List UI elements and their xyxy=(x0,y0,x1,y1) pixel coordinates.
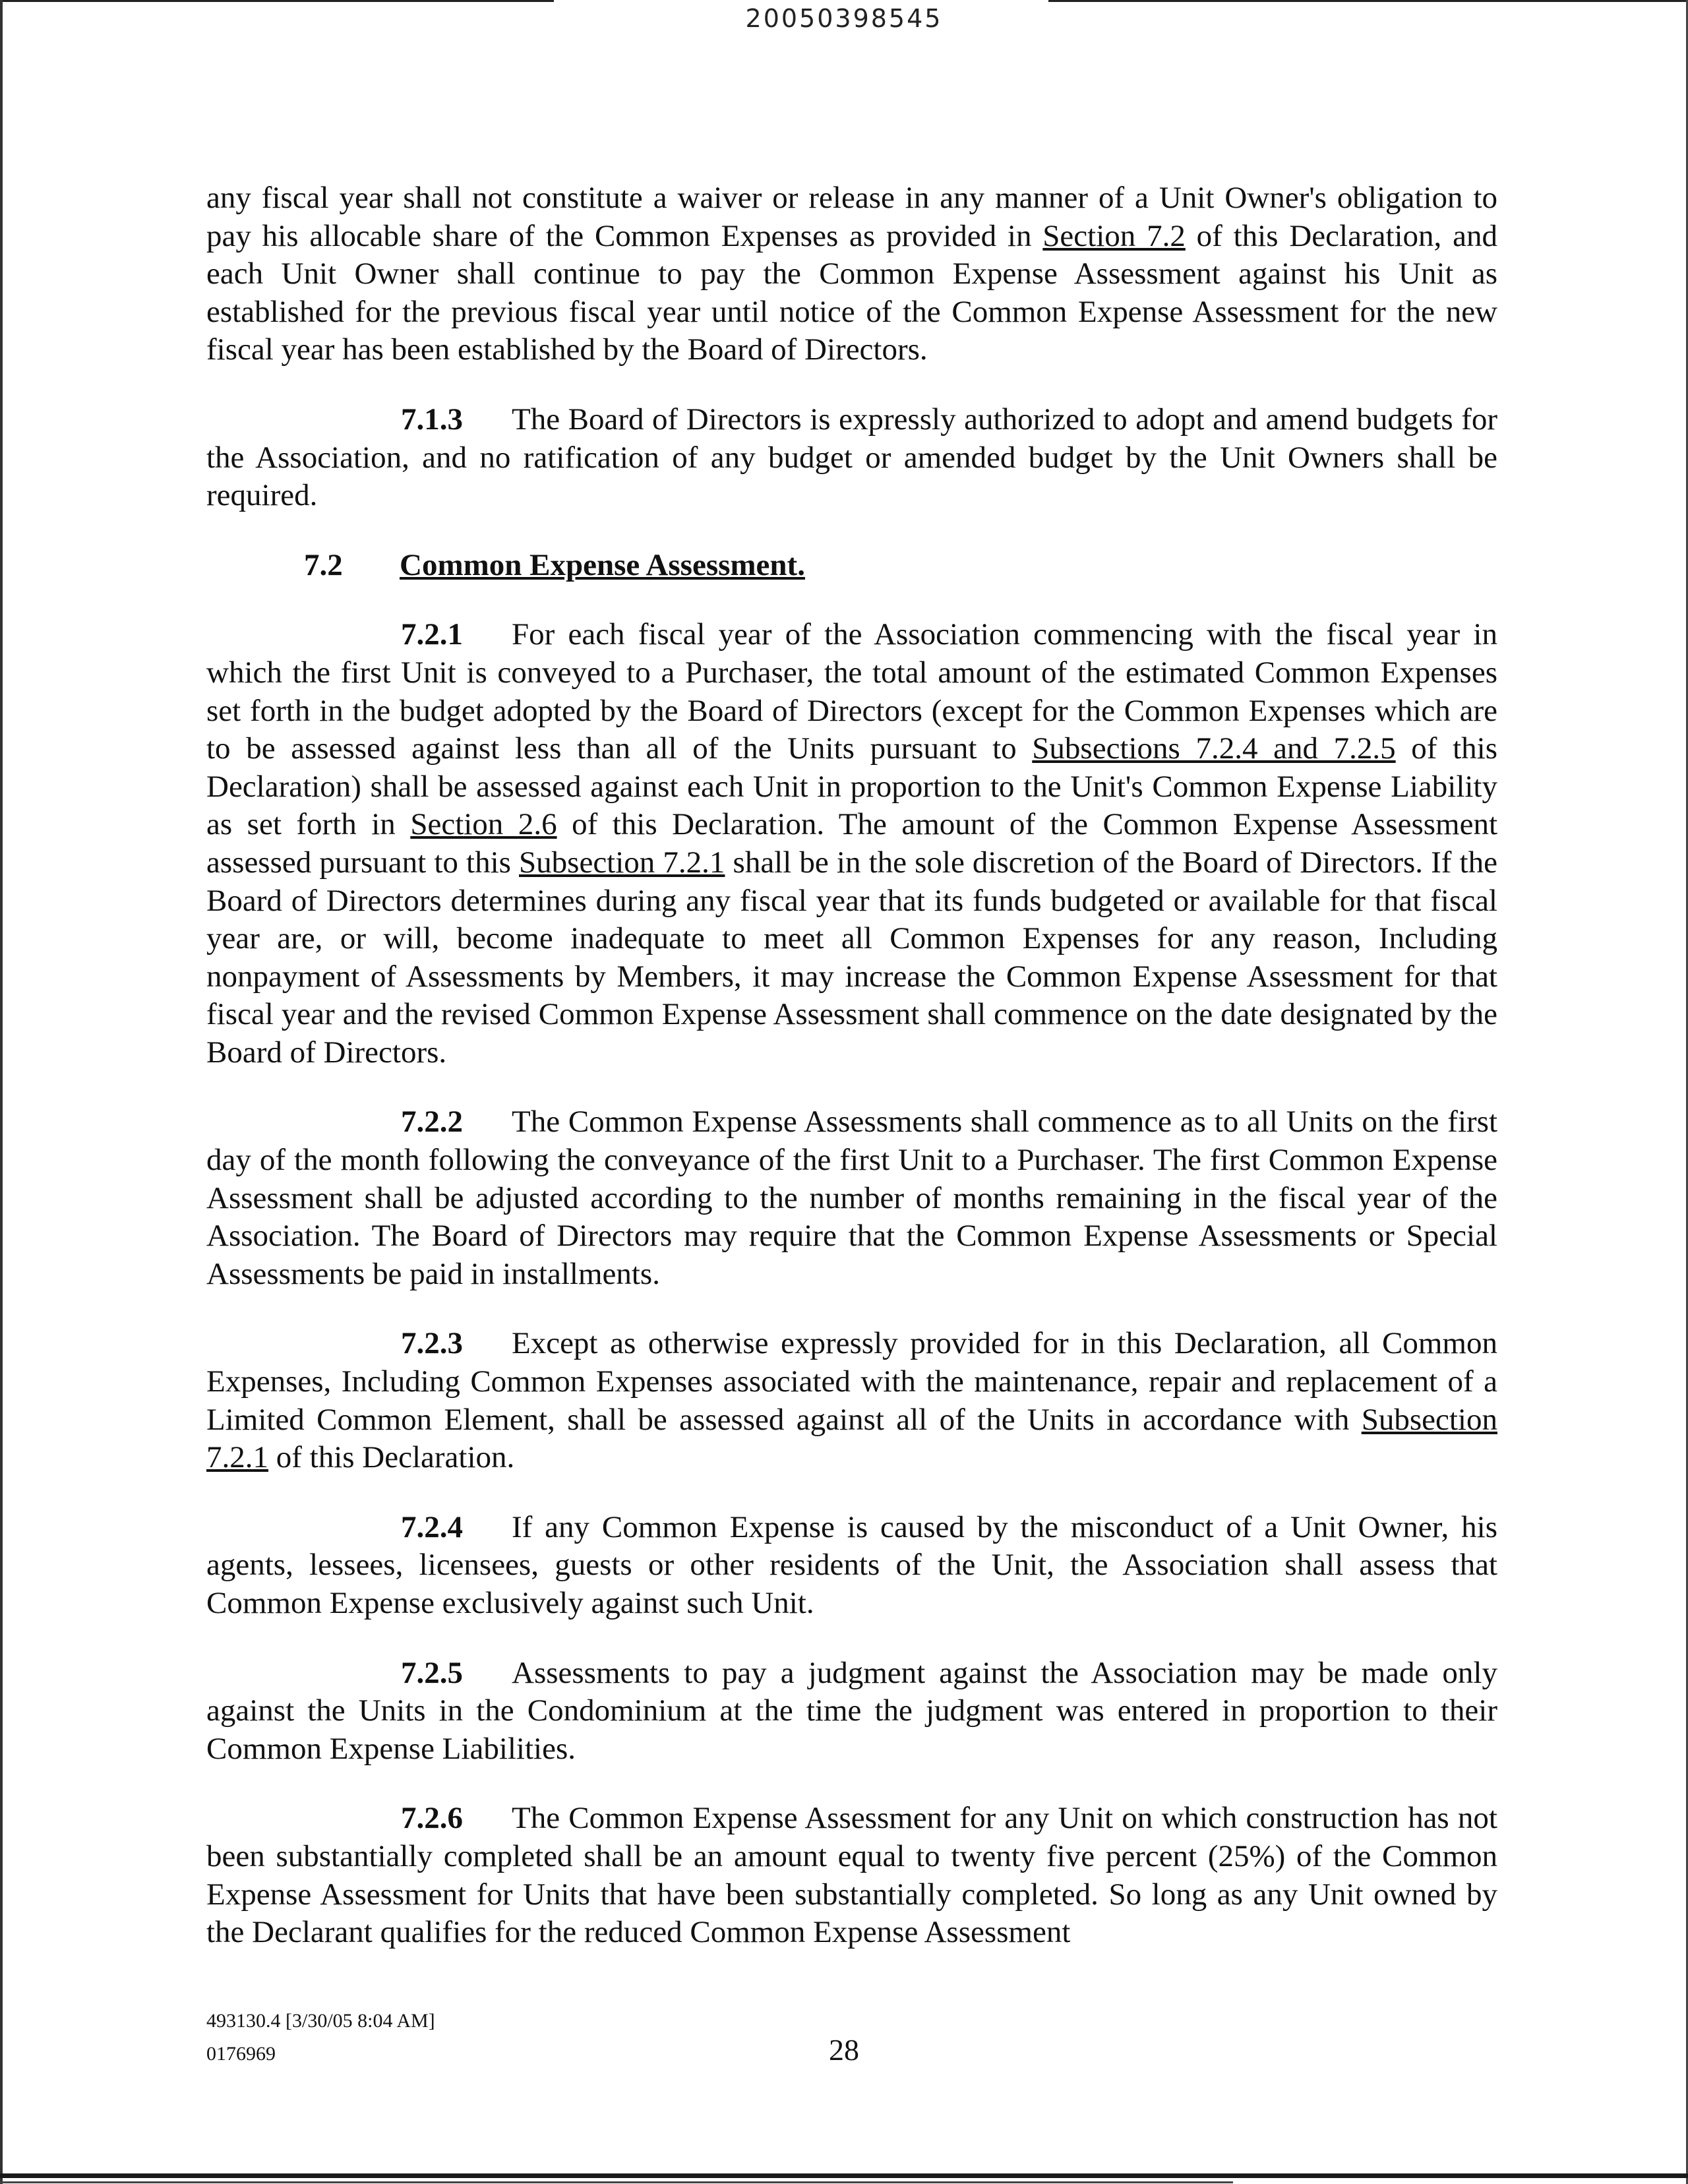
footer-doc-ref: 493130.4 [3/30/05 8:04 AM] xyxy=(206,2010,435,2032)
heading-title: Common Expense Assessment. xyxy=(400,547,805,582)
paragraph-intro xyxy=(206,179,1497,369)
section-7-2-heading xyxy=(206,547,1497,585)
section-number: 7.2.2 xyxy=(401,1105,463,1139)
section-text-d: shall be in the sole discretion of the Board of Directors. If the Board of Directors determines during any fiscal year that its funds budgeted or available for that fiscal year are, or will, become inadequate to meet all Common Expenses for any reason, Including nonpayment of Assessments by Members, it may increase the Common Expense Assessment for that fiscal year and the revised Common Expense Assessment shall commence on the date designated by the Board of Directors. xyxy=(206,845,1497,1070)
section-7-2-reference: Section 7.2 xyxy=(1042,218,1186,253)
section-text: The Common Expense Assessment for any Unit on which construction has not been substantially completed shall be an amount equal to twenty five percent (25%) of the Common Expense Assessment for Units that have been substantially completed. So long as any Unit owned by the Declarant qualifies for the reduced Common Expense Assessment xyxy=(206,1801,1497,1950)
section-7-2-4 xyxy=(206,1509,1497,1623)
scan-border-bottom-secondary xyxy=(0,2181,1233,2183)
subsections-7-2-4-7-2-5-reference: Subsections 7.2.4 and 7.2.5 xyxy=(1032,731,1396,766)
section-7-2-1 xyxy=(206,616,1497,1072)
subsection-7-2-1-reference: Subsection 7.2.1 xyxy=(206,1402,1497,1475)
heading-number: 7.2 xyxy=(304,547,343,582)
section-number: 7.2.5 xyxy=(401,1655,463,1690)
document-body xyxy=(206,179,1497,1984)
scan-border-top-right xyxy=(1048,0,1688,2)
section-text-a: For each fiscal year of the Association commencing with the fiscal year in which the first Unit is conveyed to a Purchaser, the total amount of the estimated Common Expenses set forth in the budget adopted by the Board of Directors (except for the Common Expenses which are to be assessed against less than all of the Units pursuant to xyxy=(206,617,1497,766)
section-7-2-2 xyxy=(206,1103,1497,1293)
section-number: 7.2.6 xyxy=(401,1801,463,1836)
subsection-7-2-1-reference: Subsection 7.2.1 xyxy=(519,845,725,880)
section-text: The Board of Directors is expressly authorized to adopt and amend budgets for the Association, and no ratification of any budget or amended budget by the Unit Owners shall be required. xyxy=(206,402,1497,513)
section-7-1-3 xyxy=(206,401,1497,515)
section-text: Assessments to pay a judgment against the Association may be made only against the Units in the Condominium at the time the judgment was entered in proportion to their Common Expense Liabilities. xyxy=(206,1655,1497,1766)
section-text-b: of this Declaration) shall be assessed against each Unit in proportion to the Unit's Common Expense Liability as set forth in xyxy=(206,731,1497,842)
intro-text-rest: of this Declaration, and each Unit Owner shall continue to pay the Common Expense Assessment against his Unit as established for the previous fiscal year until notice of the Common Expense Assessment for the new fiscal year has been established by the Board of Directors. xyxy=(206,218,1497,367)
scan-border-top-left xyxy=(0,0,554,2)
scan-border-bottom xyxy=(0,2173,1688,2178)
section-7-2-5 xyxy=(206,1654,1497,1769)
section-number: 7.2.1 xyxy=(401,617,463,652)
section-text-a: Except as otherwise expressly provided for in this Declaration, all Common Expenses, Including Common Expenses associated with the maintenance, repair and replacement of a Limited Common Element, shall be assessed against all of the Units in accordance with xyxy=(206,1326,1497,1437)
section-7-2-3 xyxy=(206,1325,1497,1476)
section-text: The Common Expense Assessments shall commence as to all Units on the first day of the month following the conveyance of the first Unit to a Purchaser. The first Common Expense Assessment shall be adjusted according to the number of months remaining in the fiscal year of the Association. The Board of Directors may require that the Common Expense Assessments or Special Assessments be paid in installments. xyxy=(206,1105,1497,1291)
intro-text: any fiscal year shall not constitute a waiver or release in any manner of a Unit Owner's obligation to pay his allocable share of the Common Expenses as provided in xyxy=(206,181,1497,253)
page-number: 28 xyxy=(829,2033,859,2067)
section-text-c: of this Declaration. The amount of the Common Expense Assessment assessed pursuant to this xyxy=(206,807,1498,880)
section-2-6-reference: Section 2.6 xyxy=(410,807,557,842)
section-number: 7.2.4 xyxy=(401,1509,463,1544)
section-7-2-6 xyxy=(206,1800,1497,1951)
section-text: If any Common Expense is caused by the misconduct of a Unit Owner, his agents, lessees, licensees, guests or other residents of the Unit, the Association shall assess that Common Expense exclusively against such Unit. xyxy=(206,1509,1497,1620)
scan-border-left xyxy=(0,0,3,2184)
footer-client-number: 0176969 xyxy=(206,2043,276,2065)
section-number: 7.1.3 xyxy=(401,402,463,437)
section-number: 7.2.3 xyxy=(401,1326,463,1361)
recording-number: 20050398545 xyxy=(745,4,943,33)
section-text-b: of this Declaration. xyxy=(268,1440,515,1475)
